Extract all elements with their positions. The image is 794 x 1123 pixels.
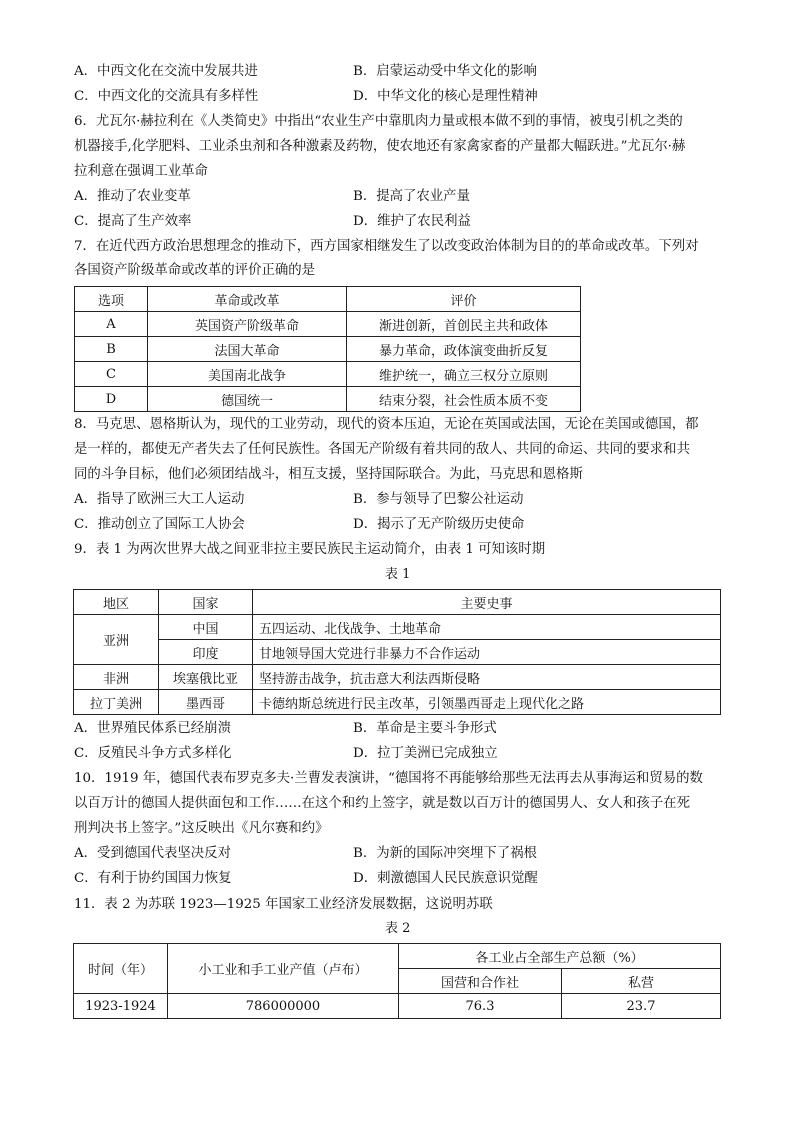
table-row bbox=[75, 337, 581, 362]
table-cell: 维护统一，确立三权分立原则 bbox=[347, 362, 581, 387]
table-cell: 非洲 bbox=[74, 665, 159, 690]
table-row bbox=[75, 387, 581, 412]
table-cell: 墨西哥 bbox=[159, 690, 253, 715]
q9-option-c: C．反殖民斗争方式多样化 bbox=[74, 746, 232, 761]
q8-stem-line-1: 8．马克思、恩格斯认为，现代的工业劳动，现代的资本压迫，无论在英国或法国，无论在美国或德国，都 bbox=[74, 417, 699, 432]
q5-option-c: C．中西文化的交流具有多样性 bbox=[74, 89, 259, 104]
table-header-row bbox=[74, 944, 721, 969]
table-cell: 渐进创新，首创民主共和政体 bbox=[347, 312, 581, 337]
q7-stem-line-2: 各国资产阶级革命或改革的评价正确的是 bbox=[74, 263, 316, 278]
q6-stem-line-3: 拉利意在强调工业革命 bbox=[74, 164, 208, 179]
q6-option-b: B．提高了农业产量 bbox=[353, 189, 470, 204]
q10-option-c: C．有利于协约国国力恢复 bbox=[74, 871, 232, 886]
q10-option-b: B．为新的国际冲突埋下了祸根 bbox=[353, 846, 537, 861]
table-row bbox=[74, 690, 721, 715]
table-cell: 英国资产阶级革命 bbox=[148, 312, 347, 337]
table-cell: 印度 bbox=[159, 640, 253, 665]
table-header-row bbox=[74, 590, 721, 615]
table-header-cell: 主要史事 bbox=[253, 590, 721, 615]
table-header-cell: 选项 bbox=[75, 287, 148, 312]
q7-table bbox=[74, 286, 581, 412]
table-row bbox=[74, 665, 721, 690]
table-row bbox=[74, 615, 721, 640]
table-header-cell: 小工业和手工业产值（卢布） bbox=[168, 944, 399, 994]
q8-stem-line-3: 同的斗争目标，他们必须团结战斗，相互支援，坚持国际联合。为此，马克思和恩格斯 bbox=[74, 467, 583, 482]
table-cell: 甘地领导国大党进行非暴力不合作运动 bbox=[253, 640, 721, 665]
table-cell: 23.7 bbox=[562, 994, 721, 1019]
region-cell-asia: 亚洲 bbox=[74, 615, 159, 665]
table-header-cell: 国营和合作社 bbox=[399, 969, 562, 994]
q6-stem-line-1: 6．尤瓦尔·赫拉利在《人类简史》中指出“农业生产中靠肌肉力量或根本做不到的事情，被曳引机之类的 bbox=[74, 114, 683, 129]
table-1-caption: 表 1 bbox=[385, 567, 411, 582]
q11-stem-line-1: 11．表 2 为苏联 1923—1925 年国家工业经济发展数据，这说明苏联 bbox=[74, 897, 493, 912]
table-cell: 坚持游击战争，抗击意大利法西斯侵略 bbox=[253, 665, 721, 690]
q10-option-d: D．刺激德国人民民族意识觉醒 bbox=[353, 871, 538, 886]
table-cell: D bbox=[75, 387, 148, 412]
table-cell: 五四运动、北伐战争、土地革命 bbox=[253, 615, 721, 640]
q7-stem-line-1: 7．在近代西方政治思想理念的推动下，西方国家相继发生了以改变政治体制为目的的革命或改革。下列对 bbox=[74, 239, 699, 254]
q6-stem-line-2: 机器接手,化学肥料、工业杀虫剂和各种激素及药物，使农地还有家禽家畜的产量都大幅跃进。”尤瓦尔·赫 bbox=[74, 139, 686, 154]
q10-stem-line-1: 10．1919 年，德国代表布罗克多夫·兰曹发表演讲，“德国将不再能够给那些无法再去从事海运和贸易的数 bbox=[74, 771, 703, 786]
q8-option-d: D．揭示了无产阶级历史使命 bbox=[353, 517, 525, 532]
table-cell: 结束分裂，社会性质本质不变 bbox=[347, 387, 581, 412]
table-cell: C bbox=[75, 362, 148, 387]
table-row bbox=[74, 640, 721, 665]
table-cell: 法国大革命 bbox=[148, 337, 347, 362]
q10-stem-line-2: 以百万计的德国人提供面包和工作……在这个和约上签字，就是数以百万计的德国男人、女人和孩子在死 bbox=[74, 796, 690, 811]
table-header-cell: 国家 bbox=[159, 590, 253, 615]
table-header-cell: 地区 bbox=[74, 590, 159, 615]
table-row bbox=[75, 362, 581, 387]
table-header-cell: 时间（年） bbox=[74, 944, 168, 994]
table-cell: 美国南北战争 bbox=[148, 362, 347, 387]
table-header-cell: 各工业占全部生产总额（%） bbox=[399, 944, 721, 969]
table-cell: 786000000 bbox=[168, 994, 399, 1019]
table-row bbox=[75, 312, 581, 337]
q9-option-a: A．世界殖民体系已经崩溃 bbox=[74, 721, 231, 736]
q8-option-a: A．指导了欧洲三大工人运动 bbox=[74, 492, 245, 507]
table-cell: 卡德纳斯总统进行民主改革，引领墨西哥走上现代化之路 bbox=[253, 690, 721, 715]
table-cell: A bbox=[75, 312, 148, 337]
q6-option-c: C．提高了生产效率 bbox=[74, 214, 192, 229]
q5-option-a: A．中西文化在交流中发展共进 bbox=[74, 64, 258, 79]
q6-option-a: A．推动了农业变革 bbox=[74, 189, 191, 204]
table-header-cell: 私营 bbox=[562, 969, 721, 994]
table-2-caption: 表 2 bbox=[385, 921, 411, 936]
q9-option-b: B．革命是主要斗争形式 bbox=[353, 721, 497, 736]
table-cell: 德国统一 bbox=[148, 387, 347, 412]
table-header-cell: 革命或改革 bbox=[148, 287, 347, 312]
table-cell: 中国 bbox=[159, 615, 253, 640]
q10-option-a: A．受到德国代表坚决反对 bbox=[74, 846, 231, 861]
q5-option-b: B．启蒙运动受中华文化的影响 bbox=[353, 64, 537, 79]
q5-option-d: D．中华文化的核心是理性精神 bbox=[353, 89, 538, 104]
q11-table bbox=[73, 943, 721, 1019]
table-cell: 埃塞俄比亚 bbox=[159, 665, 253, 690]
q10-stem-line-3: 刑判决书上签字。”这反映出《凡尔赛和约》 bbox=[74, 821, 329, 836]
table-row bbox=[74, 994, 721, 1019]
q8-option-c: C．推动创立了国际工人协会 bbox=[74, 517, 245, 532]
q6-option-d: D．维护了农民利益 bbox=[353, 214, 471, 229]
table-cell: 76.3 bbox=[399, 994, 562, 1019]
table-cell: 1923-1924 bbox=[74, 994, 168, 1019]
table-cell: B bbox=[75, 337, 148, 362]
q9-stem-line-1: 9．表 1 为两次世界大战之间亚非拉主要民族民主运动简介，由表 1 可知该时期 bbox=[74, 542, 546, 557]
q8-stem-line-2: 是一样的，都使无产者失去了任何民族性。各国无产阶级有着共同的敌人、共同的命运、共同的要求和共 bbox=[74, 442, 690, 457]
table-cell: 暴力革命，政体演变曲折反复 bbox=[347, 337, 581, 362]
table-cell: 拉丁美洲 bbox=[74, 690, 159, 715]
table-header-row bbox=[75, 287, 581, 312]
q8-option-b: B．参与领导了巴黎公社运动 bbox=[353, 492, 524, 507]
q9-option-d: D．拉丁美洲已完成独立 bbox=[353, 746, 498, 761]
q9-table bbox=[73, 589, 721, 715]
table-header-cell: 评价 bbox=[347, 287, 581, 312]
